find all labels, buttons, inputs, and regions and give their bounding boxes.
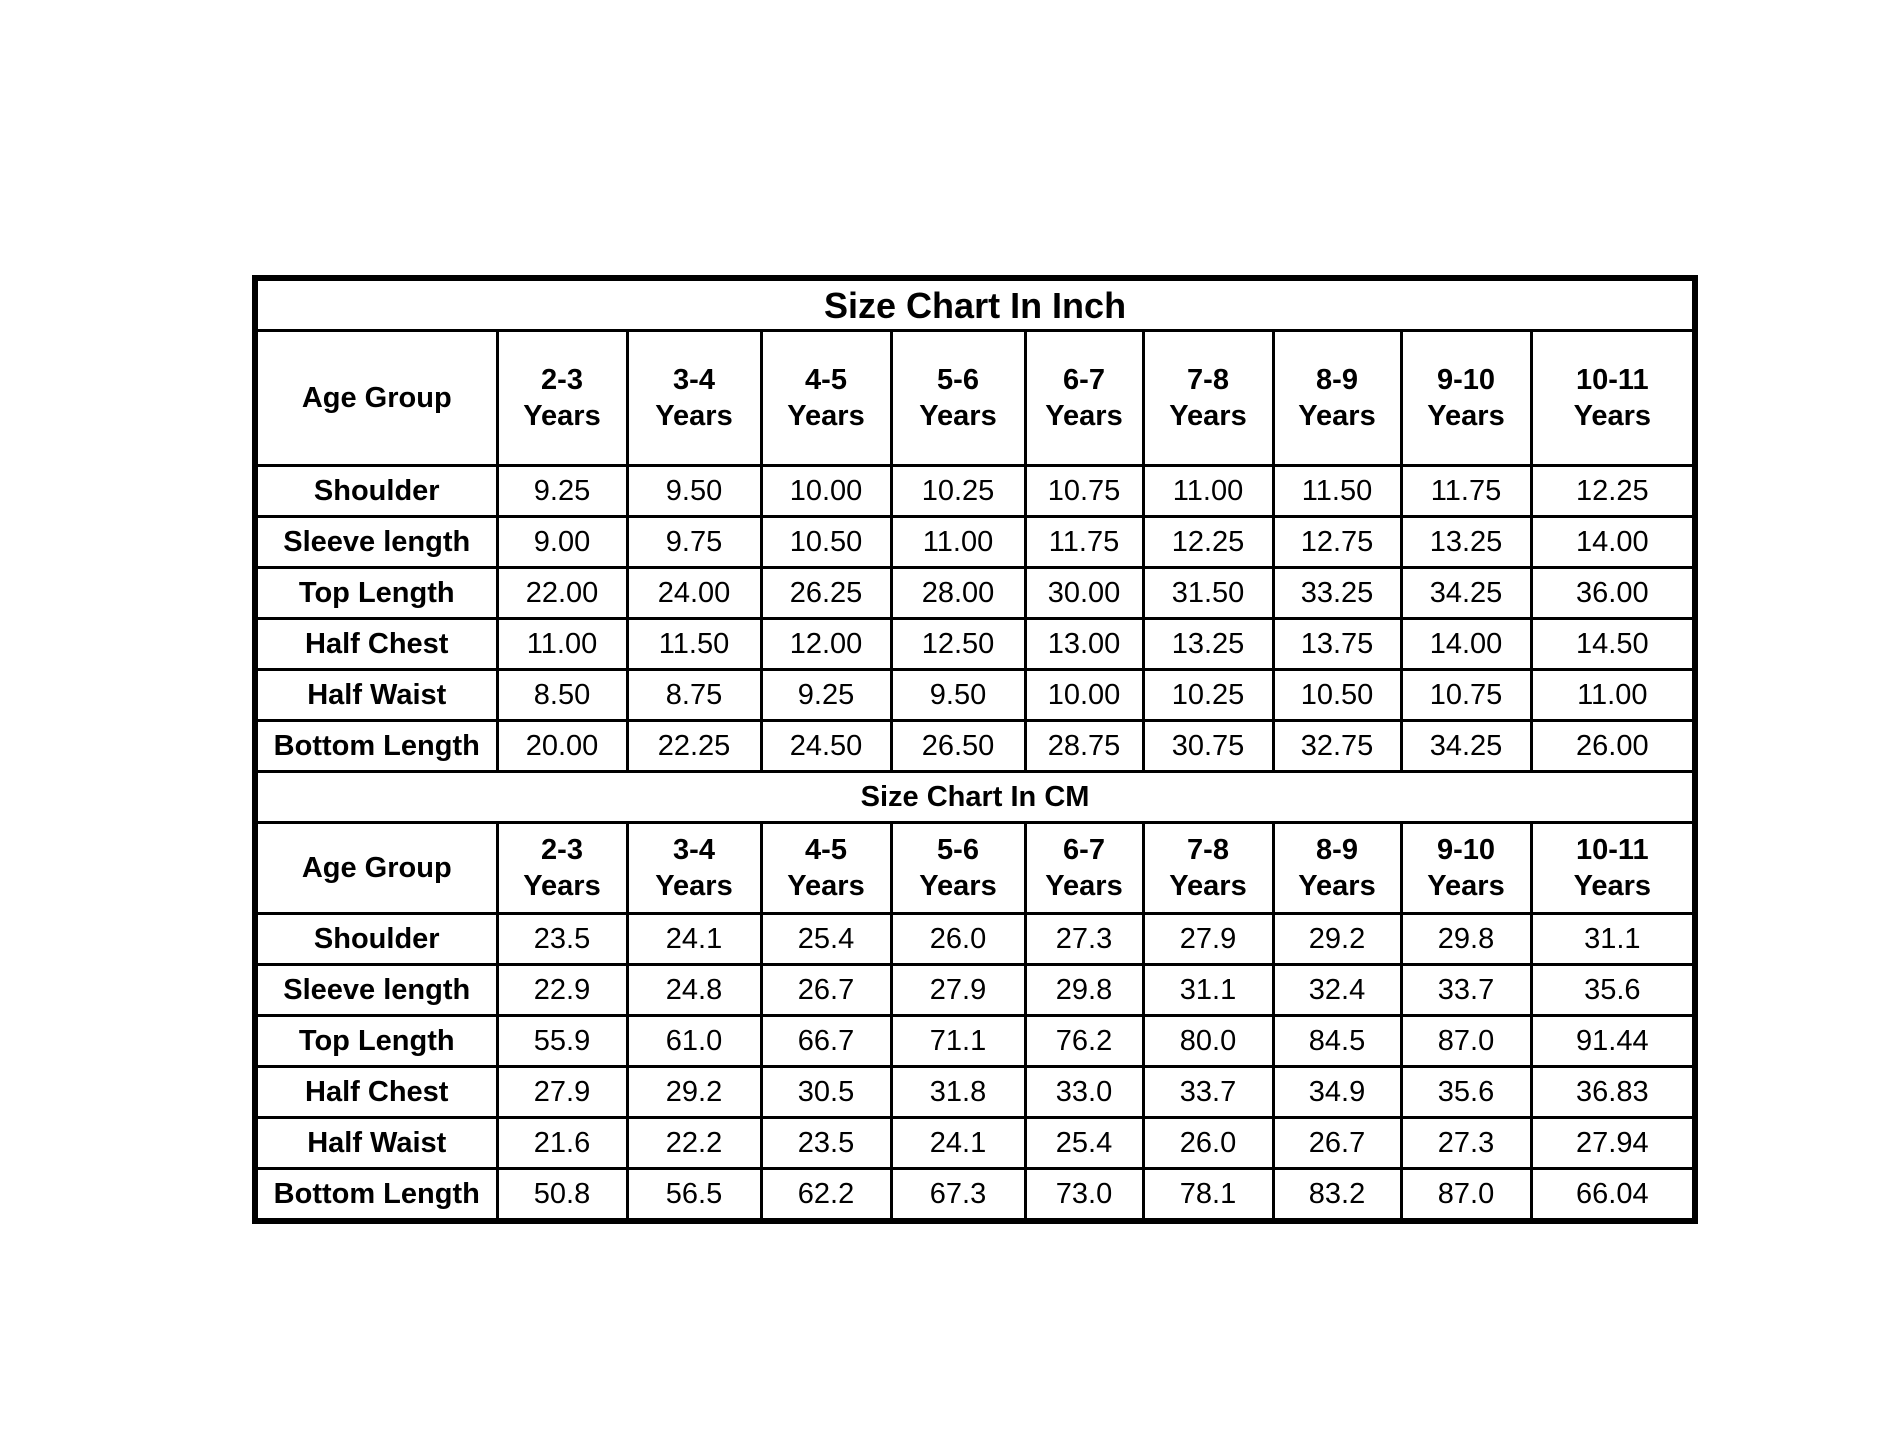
inch-title-row [255,278,1695,331]
inch-age-column-header [1143,331,1273,466]
inch-header-row [255,331,1695,466]
age-unit: Years [1573,870,1651,902]
measurement-value: 25.4 [761,914,891,965]
measurement-value: 29.8 [1401,914,1531,965]
measurement-value: 12.25 [1143,517,1273,568]
measurement-value: 26.0 [891,914,1025,965]
age-unit: Years [1298,870,1376,902]
measurement-value: 25.4 [1025,1118,1143,1169]
measurement-value: 29.2 [627,1067,761,1118]
measurement-value: 10.00 [1025,670,1143,721]
measurement-value: 87.0 [1401,1169,1531,1222]
inch-age-column-header [1273,331,1401,466]
measurement-value: 78.1 [1143,1169,1273,1222]
inch-age-column-header [627,331,761,466]
cm-measurement-row [255,965,1695,1016]
measurement-value: 9.25 [761,670,891,721]
age-range: 7-8 [1187,833,1229,866]
measurement-value: 10.75 [1025,466,1143,517]
measurement-value: 32.4 [1273,965,1401,1016]
measurement-value: 9.25 [497,466,627,517]
cm-measurement-row [255,914,1695,965]
measurement-value: 26.00 [1531,721,1695,772]
measurement-value: 24.1 [627,914,761,965]
measurement-value: 32.75 [1273,721,1401,772]
cm-measurement-row [255,1118,1695,1169]
age-unit: Years [1427,400,1505,432]
age-range: 8-9 [1316,833,1358,866]
measurement-value: 27.3 [1025,914,1143,965]
measurement-value: 30.75 [1143,721,1273,772]
cm-measurement-row [255,1067,1695,1118]
inch-age-column-header [1531,331,1695,466]
measurement-value: 31.1 [1531,914,1695,965]
measurement-value: 26.7 [761,965,891,1016]
measurement-value: 73.0 [1025,1169,1143,1222]
measurement-value: 26.25 [761,568,891,619]
measurement-value: 34.25 [1401,568,1531,619]
measurement-value: 11.75 [1025,517,1143,568]
age-range: 6-7 [1063,833,1105,866]
measurement-value: 26.50 [891,721,1025,772]
measurement-value: 29.8 [1025,965,1143,1016]
age-unit: Years [1169,400,1247,432]
measurement-value: 8.50 [497,670,627,721]
cm-age-column-header [891,823,1025,914]
measurement-label: Shoulder [255,914,497,965]
measurement-label: Shoulder [255,466,497,517]
measurement-value: 22.2 [627,1118,761,1169]
age-unit: Years [1045,400,1123,432]
measurement-value: 10.50 [1273,670,1401,721]
measurement-value: 66.04 [1531,1169,1695,1222]
measurement-value: 9.50 [891,670,1025,721]
inch-age-column-header [497,331,627,466]
measurement-label: Top Length [255,568,497,619]
measurement-value: 13.00 [1025,619,1143,670]
age-range: 9-10 [1436,363,1496,396]
age-range: 4-5 [805,833,847,866]
measurement-value: 12.50 [891,619,1025,670]
age-unit: Years [1169,870,1247,902]
inch-measurement-row [255,670,1695,721]
cm-age-group-header: Age Group [255,823,497,914]
measurement-label: Bottom Length [255,1169,497,1222]
measurement-label: Half Waist [255,670,497,721]
measurement-value: 56.5 [627,1169,761,1222]
measurement-label: Half Waist [255,1118,497,1169]
measurement-value: 9.50 [627,466,761,517]
measurement-value: 11.50 [627,619,761,670]
measurement-value: 20.00 [497,721,627,772]
measurement-value: 22.9 [497,965,627,1016]
measurement-label: Half Chest [255,1067,497,1118]
measurement-value: 22.00 [497,568,627,619]
measurement-value: 11.00 [1143,466,1273,517]
inch-age-column-header [891,331,1025,466]
age-unit: Years [1573,400,1651,432]
measurement-value: 23.5 [761,1118,891,1169]
measurement-value: 24.00 [627,568,761,619]
inch-age-column-header [1025,331,1143,466]
age-range: 3-4 [673,833,715,866]
measurement-value: 10.50 [761,517,891,568]
measurement-value: 91.44 [1531,1016,1695,1067]
age-unit: Years [787,400,865,432]
measurement-value: 83.2 [1273,1169,1401,1222]
measurement-value: 27.9 [891,965,1025,1016]
age-range: 7-8 [1187,363,1229,396]
measurement-value: 71.1 [891,1016,1025,1067]
measurement-value: 13.25 [1401,517,1531,568]
measurement-value: 14.00 [1531,517,1695,568]
measurement-value: 33.0 [1025,1067,1143,1118]
cm-measurement-row [255,1016,1695,1067]
measurement-value: 27.94 [1531,1118,1695,1169]
age-range: 2-3 [541,833,583,866]
age-range: 10-11 [1576,363,1649,396]
age-unit: Years [655,400,733,432]
measurement-value: 33.25 [1273,568,1401,619]
cm-title-row [255,772,1695,823]
measurement-value: 21.6 [497,1118,627,1169]
measurement-value: 10.75 [1401,670,1531,721]
measurement-value: 66.7 [761,1016,891,1067]
age-range: 5-6 [937,363,979,396]
inch-measurement-row [255,619,1695,670]
measurement-value: 35.6 [1401,1067,1531,1118]
age-unit: Years [1045,870,1123,902]
age-range: 4-5 [805,363,847,396]
measurement-value: 23.5 [497,914,627,965]
measurement-value: 27.9 [1143,914,1273,965]
measurement-value: 36.83 [1531,1067,1695,1118]
size-chart-table [252,275,1698,1224]
measurement-label: Half Chest [255,619,497,670]
cm-age-column-header [627,823,761,914]
cm-age-column-header [1401,823,1531,914]
measurement-value: 11.50 [1273,466,1401,517]
age-range: 10-11 [1576,833,1649,866]
measurement-value: 13.75 [1273,619,1401,670]
cm-title: Size Chart In CM [255,772,1695,823]
age-unit: Years [919,400,997,432]
age-range: 8-9 [1316,363,1358,396]
age-unit: Years [523,400,601,432]
cm-age-column-header [1143,823,1273,914]
measurement-value: 24.1 [891,1118,1025,1169]
measurement-value: 50.8 [497,1169,627,1222]
inch-measurement-row [255,517,1695,568]
measurement-value: 55.9 [497,1016,627,1067]
measurement-value: 76.2 [1025,1016,1143,1067]
cm-age-column-header [1531,823,1695,914]
measurement-value: 36.00 [1531,568,1695,619]
measurement-value: 11.00 [497,619,627,670]
measurement-value: 67.3 [891,1169,1025,1222]
measurement-value: 11.75 [1401,466,1531,517]
measurement-value: 84.5 [1273,1016,1401,1067]
age-unit: Years [919,870,997,902]
measurement-label: Sleeve length [255,517,497,568]
measurement-value: 9.75 [627,517,761,568]
measurement-value: 27.9 [497,1067,627,1118]
measurement-value: 33.7 [1401,965,1531,1016]
measurement-value: 13.25 [1143,619,1273,670]
age-range: 3-4 [673,363,715,396]
measurement-value: 12.25 [1531,466,1695,517]
measurement-value: 11.00 [1531,670,1695,721]
cm-measurement-row [255,1169,1695,1222]
measurement-value: 24.50 [761,721,891,772]
size-chart-body [255,278,1695,1221]
measurement-value: 80.0 [1143,1016,1273,1067]
measurement-value: 12.75 [1273,517,1401,568]
measurement-value: 28.75 [1025,721,1143,772]
measurement-value: 87.0 [1401,1016,1531,1067]
measurement-value: 22.25 [627,721,761,772]
measurement-value: 14.00 [1401,619,1531,670]
measurement-value: 10.25 [1143,670,1273,721]
cm-age-column-header [497,823,627,914]
inch-measurement-row [255,721,1695,772]
measurement-value: 26.7 [1273,1118,1401,1169]
measurement-value: 29.2 [1273,914,1401,965]
measurement-value: 34.25 [1401,721,1531,772]
inch-measurement-row [255,568,1695,619]
cm-age-column-header [1025,823,1143,914]
age-unit: Years [1298,400,1376,432]
cm-header-row [255,823,1695,914]
measurement-value: 61.0 [627,1016,761,1067]
inch-measurement-row [255,466,1695,517]
measurement-value: 31.50 [1143,568,1273,619]
measurement-value: 35.6 [1531,965,1695,1016]
measurement-label: Sleeve length [255,965,497,1016]
age-unit: Years [787,870,865,902]
measurement-value: 31.1 [1143,965,1273,1016]
inch-age-column-header [1401,331,1531,466]
measurement-value: 8.75 [627,670,761,721]
measurement-value: 26.0 [1143,1118,1273,1169]
measurement-value: 28.00 [891,568,1025,619]
cm-age-column-header [1273,823,1401,914]
age-unit: Years [523,870,601,902]
inch-title: Size Chart In Inch [255,278,1695,331]
measurement-value: 11.00 [891,517,1025,568]
inch-age-group-header: Age Group [255,331,497,466]
measurement-value: 12.00 [761,619,891,670]
age-unit: Years [655,870,733,902]
measurement-value: 10.00 [761,466,891,517]
age-range: 2-3 [541,363,583,396]
measurement-value: 34.9 [1273,1067,1401,1118]
measurement-value: 24.8 [627,965,761,1016]
measurement-value: 33.7 [1143,1067,1273,1118]
measurement-value: 14.50 [1531,619,1695,670]
measurement-value: 9.00 [497,517,627,568]
measurement-label: Top Length [255,1016,497,1067]
age-range: 9-10 [1436,833,1496,866]
measurement-value: 30.00 [1025,568,1143,619]
age-range: 5-6 [937,833,979,866]
measurement-value: 31.8 [891,1067,1025,1118]
age-unit: Years [1427,870,1505,902]
measurement-value: 27.3 [1401,1118,1531,1169]
measurement-value: 62.2 [761,1169,891,1222]
inch-age-column-header [761,331,891,466]
measurement-value: 10.25 [891,466,1025,517]
measurement-label: Bottom Length [255,721,497,772]
measurement-value: 30.5 [761,1067,891,1118]
cm-age-column-header [761,823,891,914]
age-range: 6-7 [1063,363,1105,396]
